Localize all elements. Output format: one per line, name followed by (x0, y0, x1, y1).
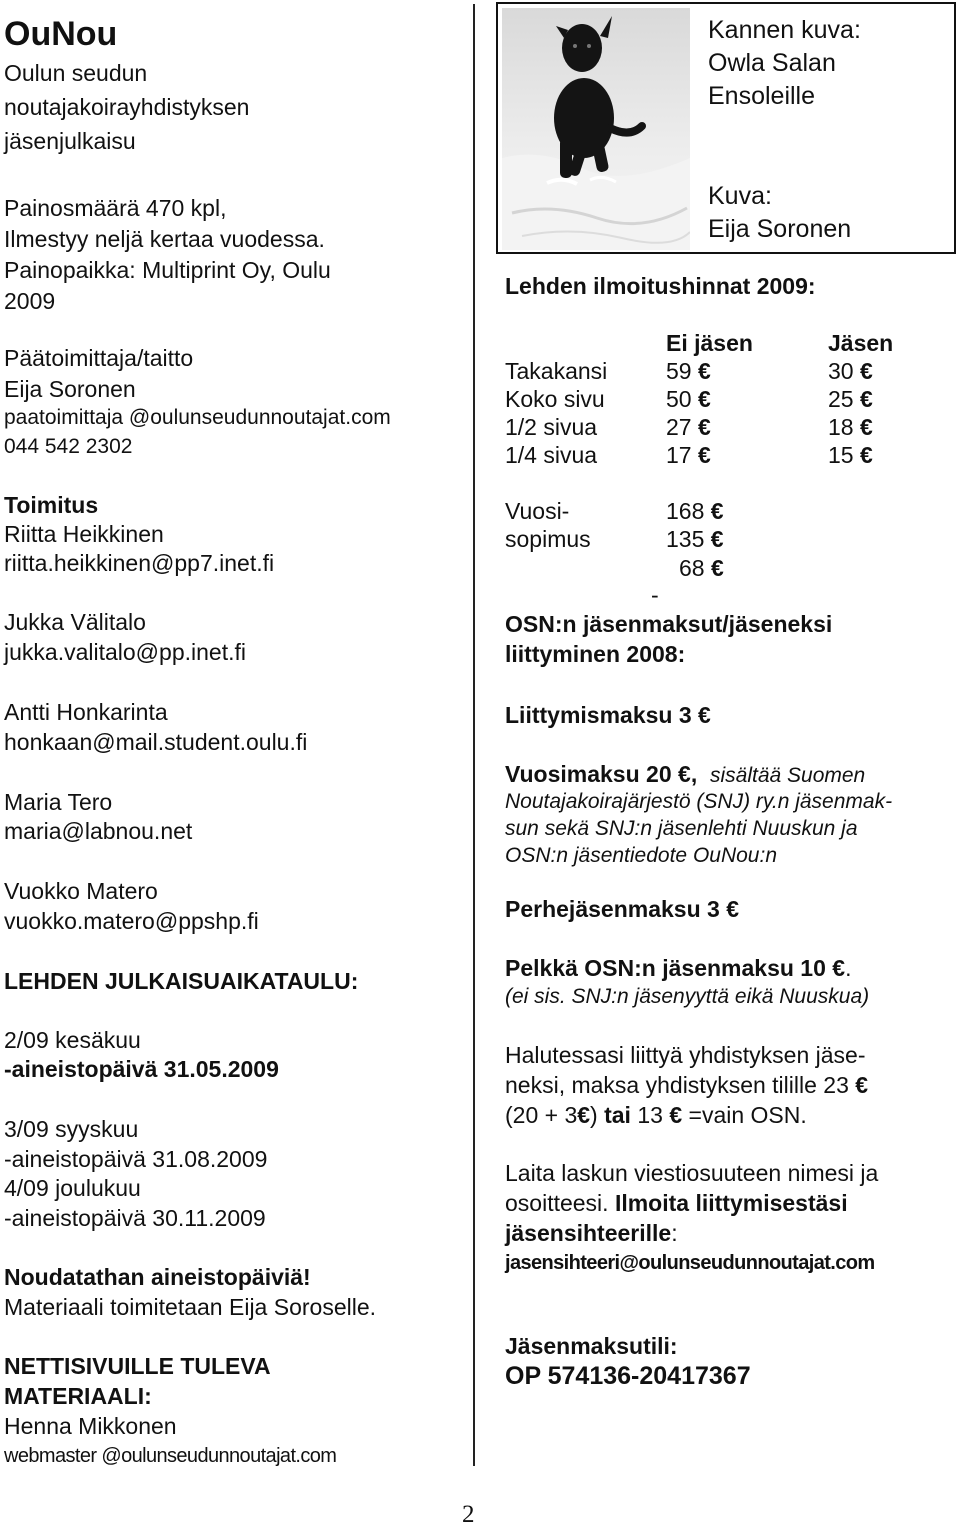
euro-icon: € (577, 1102, 591, 1128)
membership-heading-line-2: liittyminen 2008: (505, 641, 686, 667)
printer-value: Multiprint Oy, Oulu (135, 257, 331, 283)
editor-email: paatoimittaja @oulunseudunnoutajat.com (4, 406, 391, 429)
staff-name: Antti Honkarinta (4, 699, 168, 725)
ads-row-member: 25 € (828, 386, 873, 412)
euro-icon: € (859, 414, 873, 440)
ads-row-label: Takakansi (505, 358, 608, 384)
euro-icon: € (698, 702, 711, 728)
euro-icon: € (859, 358, 873, 384)
euro-icon: € (710, 526, 724, 552)
schedule-heading: LEHDEN JULKAISUAIKATAULU: (4, 968, 359, 994)
schedule-issue: 4/09 joulukuu (4, 1175, 141, 1201)
ads-col-nonmember: Ei jäsen (666, 330, 753, 356)
page-number: 2 (462, 1501, 475, 1528)
annual-value: 68 € (679, 555, 724, 581)
cover-box (496, 2, 956, 254)
subtitle-line-3: jäsenjulkaisu (4, 128, 136, 154)
osn-only-fee: Pelkkä OSN:n jäsenmaksu 10 €. (505, 955, 852, 981)
ads-col-member: Jäsen (828, 330, 894, 356)
subtitle-line-1: Oulun seudun (4, 60, 148, 86)
join-text-line-1: Halutessasi liittyä yhdistyksen jäse- (505, 1042, 866, 1068)
frequency: Ilmestyy neljä kertaa vuodessa. (4, 226, 325, 252)
photo-credit-line-2: Eija Soronen (708, 215, 852, 243)
euro-icon: € (697, 442, 711, 468)
staff-heading: Toimitus (4, 492, 99, 518)
euro-icon: € (859, 386, 873, 412)
annual-value: 135 € (666, 526, 724, 552)
staff-email: maria@labnou.net (4, 818, 193, 844)
staff-email: vuokko.matero@ppshp.fi (4, 908, 259, 934)
schedule-deadline: -aineistopäivä 31.08.2009 (4, 1146, 268, 1172)
web-heading-line-1: NETTISIVUILLE TULEVA (4, 1353, 271, 1379)
membership-heading-line-1: OSN:n jäsenmaksut/jäseneksi (505, 611, 833, 637)
schedule-deadline: -aineistopäivä 30.11.2009 (4, 1205, 266, 1231)
invoice-text-line-3: jäsensihteerille: (505, 1220, 678, 1246)
ads-heading: Lehden ilmoitushinnat 2009: (505, 273, 816, 299)
staff-name: Maria Tero (4, 789, 113, 815)
printer-label: Painopaikka: (4, 257, 136, 283)
staff-name: Jukka Välitalo (4, 609, 146, 635)
secretary-email: jasensihteeri@oulunseudunnoutajat.com (505, 1252, 875, 1274)
ads-row-nonmember: 17 € (666, 442, 711, 468)
join-text-line-3: (20 + 3€) tai 13 € =vain OSN. (505, 1102, 807, 1128)
ads-row-member: 18 € (828, 414, 873, 440)
annual-label-line-1: Vuosi- (505, 498, 570, 524)
euro-icon: € (697, 386, 711, 412)
join-text-line-2: neksi, maksa yhdistyksen tilille 23 € (505, 1072, 869, 1098)
euro-icon: € (697, 358, 711, 384)
masthead: OuNou (4, 15, 118, 53)
staff-email: honkaan@mail.student.oulu.fi (4, 729, 308, 755)
subtitle-line-2: noutajakoirayhdistyksen (4, 94, 250, 120)
staff-name: Riitta Heikkinen (4, 521, 164, 547)
ads-row-member: 15 € (828, 442, 873, 468)
webmaster-email: webmaster @oulunseudunnoutajat.com (4, 1445, 337, 1467)
schedule-deadline: -aineistopäivä 31.05.2009 (4, 1056, 279, 1082)
euro-icon: € (669, 1102, 683, 1128)
schedule-issue: 3/09 syyskuu (4, 1116, 139, 1142)
account-number: OP 574136-20417367 (505, 1362, 751, 1390)
euro-icon: € (710, 498, 724, 524)
material-note: Materiaali toimitetaan Eija Soroselle. (4, 1294, 377, 1320)
ads-row-label: 1/4 sivua (505, 442, 598, 468)
schedule-issue: 2/09 kesäkuu (4, 1027, 141, 1053)
annual-dash: - (651, 582, 659, 608)
euro-icon: € (710, 555, 724, 581)
annual-fee-note: sisältää Suomen (709, 764, 866, 787)
annual-value: 168 € (666, 498, 724, 524)
euro-icon: € (859, 442, 873, 468)
ads-row-label: 1/2 sivua (505, 414, 598, 440)
print-run: Painosmäärä 470 kpl, (4, 195, 227, 221)
cover-caption-line-3: Ensoleille (708, 82, 816, 110)
year: 2009 (4, 288, 56, 314)
printer-line (4, 255, 331, 285)
staff-name: Vuokko Matero (4, 878, 158, 904)
euro-icon: € (855, 1072, 869, 1098)
account-heading: Jäsenmaksutili: (505, 1333, 678, 1359)
annual-fee-line: Vuosimaksu 20 €, sisältää Suomen (505, 761, 866, 787)
editor-phone: 044 542 2302 (4, 435, 133, 458)
webmaster-name: Henna Mikkonen (4, 1413, 177, 1439)
annual-fee-note: Noutajakoirajärjestö (SNJ) ry.n jäsenmak- (505, 790, 893, 813)
osn-only-note: (ei sis. SNJ:n jäsenyyttä eikä Nuuskua) (505, 985, 870, 1008)
staff-email: jukka.valitalo@pp.inet.fi (4, 639, 246, 665)
euro-icon: € (697, 414, 711, 440)
ads-row-nonmember: 27 € (666, 414, 711, 440)
ads-row-member: 30 € (828, 358, 873, 384)
editor-heading: Päätoimittaja/taitto (4, 345, 194, 371)
cover-photo (502, 8, 690, 250)
family-fee: Perhejäsenmaksu 3 € (505, 896, 739, 922)
cover-caption-line-1: Kannen kuva: (708, 16, 861, 44)
ads-row-label: Koko sivu (505, 386, 605, 412)
joining-fee: Liittymismaksu 3 € (505, 702, 711, 728)
cover-caption-line-2: Owla Salan (708, 49, 836, 77)
annual-fee-note: OSN:n jäsentiedote OuNou:n (505, 844, 777, 867)
deadline-reminder: Noudatathan aineistopäiviä! (4, 1264, 311, 1290)
annual-fee-note: sun sekä SNJ:n jäsenlehti Nuuskun ja (505, 817, 858, 840)
annual-label-line-2: sopimus (505, 526, 591, 552)
euro-icon: € (832, 955, 846, 981)
euro-icon: € (726, 896, 739, 922)
invoice-text-line-1: Laita laskun viestiosuuteen nimesi ja (505, 1160, 879, 1186)
ads-row-nonmember: 59 € (666, 358, 711, 384)
euro-icon: € (678, 761, 691, 787)
invoice-text-line-2: osoitteesi. Ilmoita liittymisestäsi (505, 1190, 848, 1216)
column-divider (473, 4, 475, 1466)
photo-credit-line-1: Kuva: (708, 182, 772, 210)
ads-row-nonmember: 50 € (666, 386, 711, 412)
staff-email: riitta.heikkinen@pp7.inet.fi (4, 550, 275, 576)
web-heading-line-2: MATERIAALI: (4, 1383, 152, 1409)
editor-name: Eija Soronen (4, 376, 136, 402)
